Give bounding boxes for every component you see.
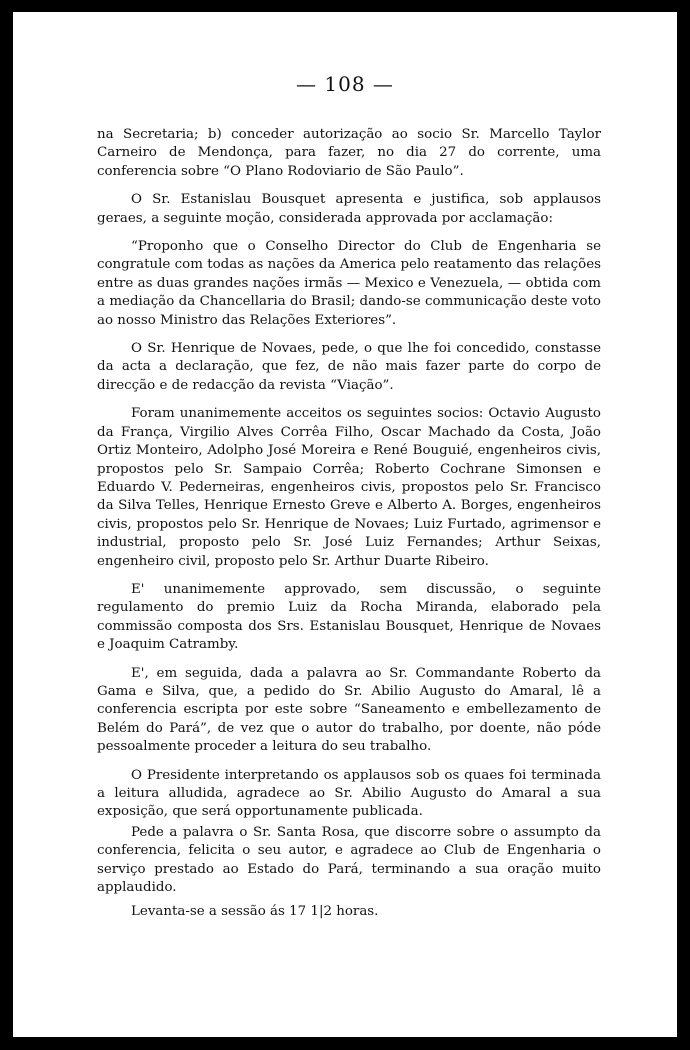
paragraph-proposta: “Proponho que o Conselho Director do Club de Engenharia se congratule com todas as nações da America pelo reatamento das relações entre as duas grandes nações irmãs — Mexico e Venezuela, — obtida com a mediação da Chancellaria do Brasil; dando-se communicação deste voto ao nosso Ministro das Relações Exteriores”. bbox=[97, 239, 601, 328]
paragraph-encerramento: Levanta-se a sessão ás 17 1|2 horas. bbox=[131, 904, 379, 920]
paragraph-conferencia: E', em seguida, dada a palavra ao Sr. Commandante Roberto da Gama e Silva, que, a pedido do Sr. Abilio Augusto do Amaral, lê a conferencia escripta por este sobre “Saneamento e embellezamento de Belém do Pará”, de vez que o autor do trabalho, por doente, não póde pessoalmente proceder a leitura do seu trabalho. bbox=[97, 665, 601, 755]
paragraph-secretaria: na Secretaria; b) conceder autorização ao socio Sr. Marcello Taylor Carneiro de Mendonça, para fazer, no dia 27 do corrente, uma conferencia sobre “O Plano Rodoviario de São Paulo”. bbox=[97, 127, 601, 179]
paragraph-declaracao: O Sr. Henrique de Novaes, pede, o que lhe foi concedido, constasse da acta a declaração, que fez, de não mais fazer parte do corpo de direcção e de redacção da revista “Viação”. bbox=[97, 341, 601, 393]
paragraph-presidente: O Presidente interpretando os applausos sob os quaes foi terminada a leitura alludida, agradece ao Sr. Abilio Augusto do Amaral a sua exposição, que será opportunamente publicada. bbox=[97, 767, 601, 820]
paragraph-regulamento: E' unanimemente approvado, sem discussão, o seguinte regulamento do premio Luiz da Rocha Miranda, elaborado pela commissão composta dos Srs. Estanislau Bousquet, Henrique de Novaes e Joaquim Catramby. bbox=[97, 581, 601, 653]
paragraph-mocao: O Sr. Estanislau Bousquet apresenta e justifica, sob applausos geraes, a seguinte moção, considerada approvada por acclamação: bbox=[97, 192, 601, 226]
document-page bbox=[13, 12, 677, 1037]
page-number: — 108 — bbox=[296, 72, 394, 96]
paragraph-santa-rosa: Pede a palavra o Sr. Santa Rosa, que discorre sobre o assumpto da conferencia, felicita o seu autor, e agradece ao Club de Engenharia o serviço prestado ao Estado do Pará, terminando a sua oração muito applaudido. bbox=[97, 824, 601, 896]
paragraph-socios: Foram unanimemente acceitos os seguintes socios: Octavio Augusto da França, Virgilio Alves Corrêa Filho, Oscar Machado da Costa, João Ortiz Monteiro, Adolpho José Moreira e René Bouguié, engenheiros civis, propostos pelo Sr. Sampaio Corrêa; Roberto Cochrane Simonsen e Eduardo V. Pederneiras, engenheiros civis, propostos pelo Sr. Francisco da Silva Telles, Henrique Ernesto Greve e Alberto A. Borges, engenheiros civis, propostos pelo Sr. Henrique de Novaes; Luiz Furtado, agrimensor e industrial, proposto pelo Sr. José Luiz Fernandes; Arthur Seixas, engenheiro civil, proposto pelo Sr. Arthur Duarte Ribeiro. bbox=[97, 406, 601, 569]
body-text bbox=[97, 126, 601, 932]
